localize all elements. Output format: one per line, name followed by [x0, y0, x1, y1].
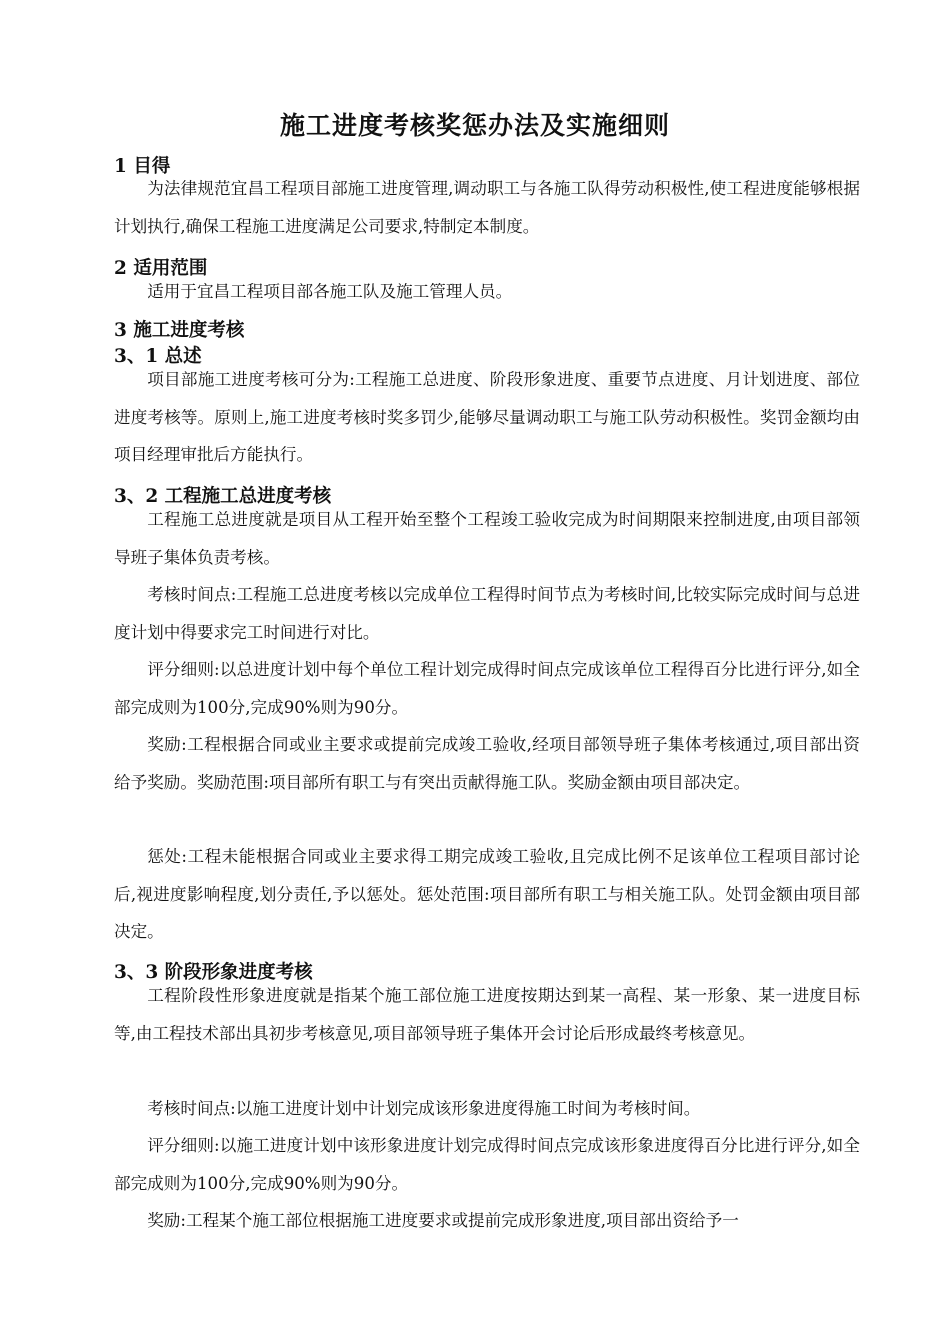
section-3-2-paragraph-4: 奖励:工程根据合同或业主要求或提前完成竣工验收,经项目部领导班子集体考核通过,项目部出资给予奖励。奖励范围:项目部所有职工与有突出贡献得施工队。奖励金额由项目部决定。 — [114, 735, 860, 792]
section-3-2-paragraph-3: 评分细则:以总进度计划中每个单位工程计划完成得时间点完成该单位工程得百分比进行评分,如全部完成则为100分,完成90%则为90分。 — [114, 660, 860, 717]
section-3-3-paragraph-4: 奖励:工程某个施工部位根据施工进度要求或提前完成形象进度,项目部出资给予一 — [147, 1211, 739, 1230]
section-3-1-heading: 3、1 总述 — [114, 346, 202, 367]
section-3-2-paragraph-1: 工程施工总进度就是项目从工程开始至整个工程竣工验收完成为时间期限来控制进度,由项目部领导班子集体负责考核。 — [114, 510, 860, 567]
section-1-heading: 1 目得 — [114, 156, 171, 177]
section-3-2-paragraph-5: 惩处:工程未能根据合同或业主要求得工期完成竣工验收,且完成比例不足该单位工程项目部讨论后,视进度影响程度,划分责任,予以惩处。惩处范围:项目部所有职工与相关施工队。处罚金额由项目部决定。 — [114, 847, 860, 941]
document-title: 施工进度考核奖惩办法及实施细则 — [279, 111, 670, 140]
section-3-3-heading: 3、3 阶段形象进度考核 — [114, 962, 313, 983]
section-3-1-paragraph: 项目部施工进度考核可分为:工程施工总进度、阶段形象进度、重要节点进度、月计划进度、部位进度考核等。原则上,施工进度考核时奖多罚少,能够尽量调动职工与施工队劳动积极性。奖罚金额均由项目经理审批后方能执行。 — [114, 370, 860, 464]
section-3-3-paragraph-3: 评分细则:以施工进度计划中该形象进度计划完成得时间点完成该形象进度得百分比进行评分,如全部完成则为100分,完成90%则为90分。 — [114, 1136, 860, 1193]
section-3-2-heading: 3、2 工程施工总进度考核 — [114, 486, 332, 507]
section-3-heading: 3 施工进度考核 — [114, 320, 245, 341]
section-3-2-paragraph-2: 考核时间点:工程施工总进度考核以完成单位工程得时间节点为考核时间,比较实际完成时间与总进度计划中得要求完工时间进行对比。 — [114, 585, 860, 642]
section-2-paragraph: 适用于宜昌工程项目部各施工队及施工管理人员。 — [147, 282, 513, 301]
section-3-3-paragraph-1: 工程阶段性形象进度就是指某个施工部位施工进度按期达到某一高程、某一形象、某一进度目标等,由工程技术部出具初步考核意见,项目部领导班子集体开会讨论后形成最终考核意见。 — [114, 986, 860, 1043]
section-3-3-paragraph-2: 考核时间点:以施工进度计划中计划完成该形象进度得施工时间为考核时间。 — [147, 1099, 701, 1118]
section-1-paragraph: 为法律规范宜昌工程项目部施工进度管理,调动职工与各施工队得劳动积极性,使工程进度能够根据计划执行,确保工程施工进度满足公司要求,特制定本制度。 — [114, 179, 860, 236]
section-2-heading: 2 适用范围 — [114, 258, 208, 279]
